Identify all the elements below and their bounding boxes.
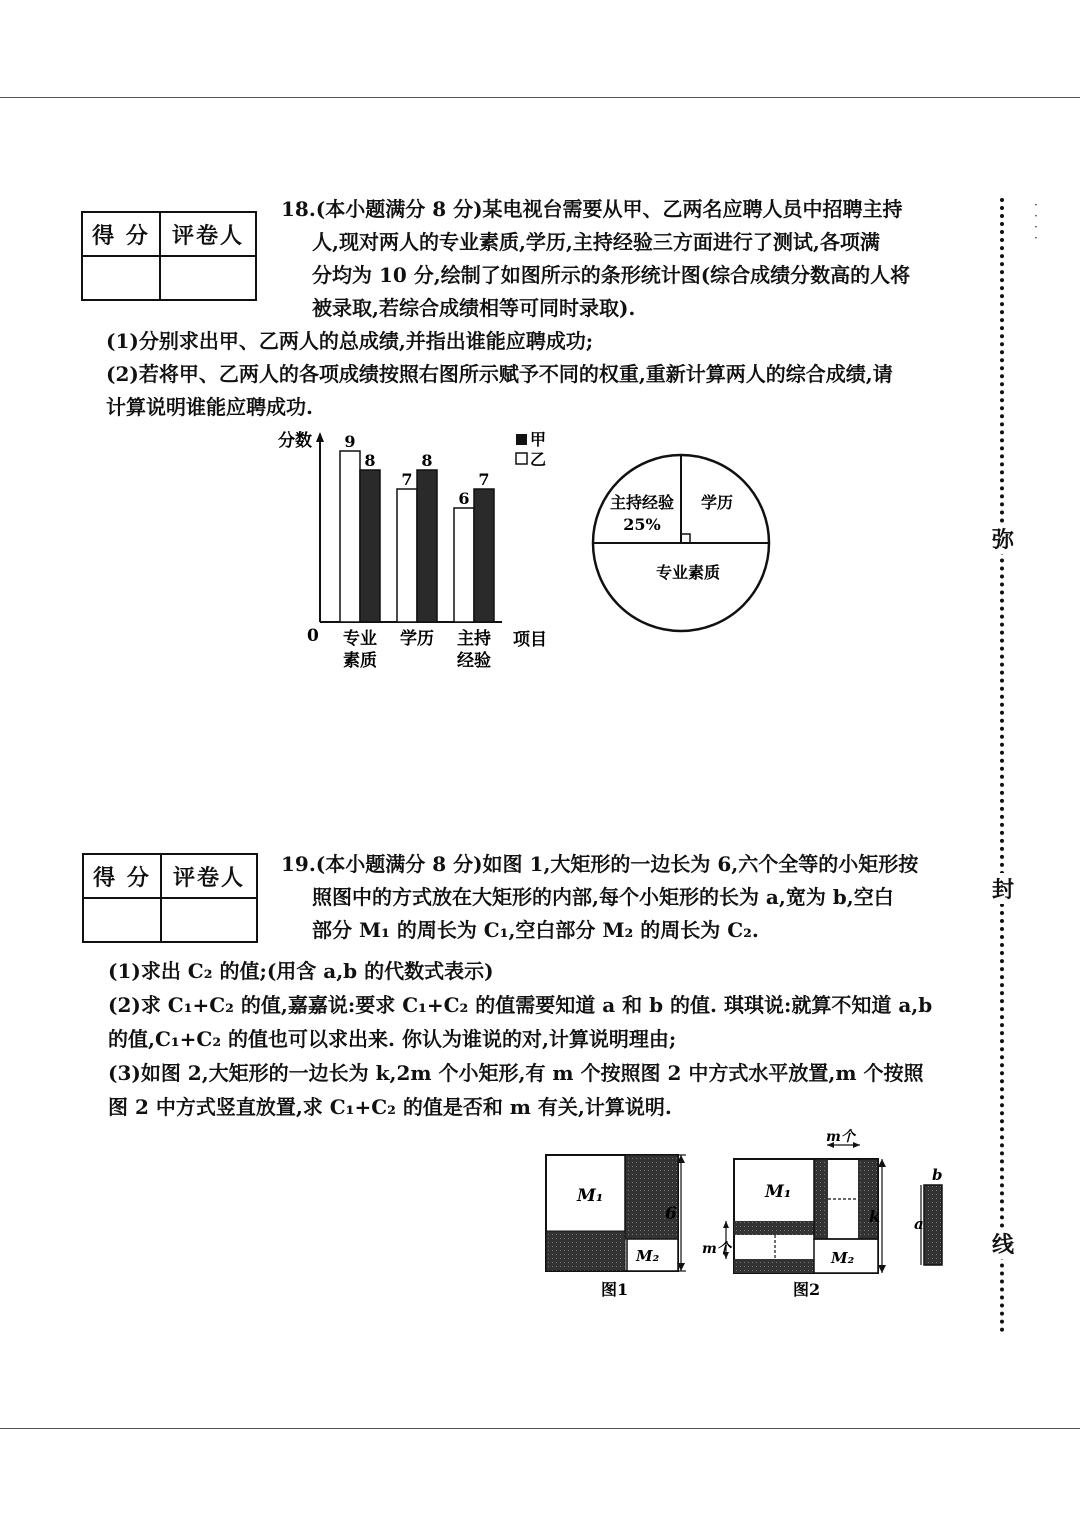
fig2-left: m个 [702, 1241, 731, 1257]
bar-乙-1 [397, 489, 417, 622]
pie-label-experience: 主持经验 [609, 493, 675, 512]
q18-part-2a: (2)若将甲、乙两人的各项成绩按照右图所示赋予不同的权重,重新计算两人的综合成绩,请 [106, 362, 893, 386]
q18-part-2b: 计算说明谁能应聘成功. [106, 395, 313, 419]
bar-乙-0 [340, 451, 360, 622]
y-axis-label: 分数 [278, 431, 312, 451]
q19-part-1: (1)求出 C₂ 的值;(用含 a,b 的代数式表示) [108, 959, 494, 983]
grader-cell[interactable] [160, 256, 256, 300]
fig2-top: m个 [826, 1129, 855, 1145]
grader-label: 评卷人 [161, 854, 257, 898]
seal-char-3: 线 [990, 1228, 1016, 1259]
corner-dots: · · · · [1034, 198, 1038, 245]
figures-q19 [535, 1125, 955, 1310]
bar-甲-0 [360, 470, 380, 622]
pie-label-education: 学历 [700, 493, 734, 512]
fig2-caption: 图2 [793, 1280, 821, 1299]
fig1-caption: 图1 [601, 1280, 629, 1299]
bar-value-甲-2: 7 [478, 470, 490, 489]
legend-label-yi: 乙 [530, 450, 547, 469]
q19-part-2a: (2)求 C₁+C₂ 的值,嘉嘉说:要求 C₁+C₂ 的值需要知道 a 和 b 的值. 琪琪说:就算不知道 a,b [108, 993, 933, 1017]
legend-label-jia: 甲 [530, 430, 547, 449]
seal-char-2: 封 [990, 873, 1016, 904]
top-rule [0, 97, 1080, 98]
question-18-stem [281, 193, 961, 325]
category-label-2-1: 经验 [457, 651, 491, 671]
origin-label: 0 [307, 626, 319, 646]
bar-乙-2 [454, 508, 474, 622]
score-label: 得 分 [82, 212, 160, 256]
pie-chart [586, 448, 776, 638]
score-table-q18 [81, 211, 257, 301]
score-cell[interactable] [82, 256, 160, 300]
q18-line-1: 18.(本小题满分 8 分)某电视台需要从甲、乙两名应聘人员中招聘主持 [281, 197, 903, 221]
question-19-parts [108, 954, 968, 1124]
score-cell[interactable] [83, 898, 161, 942]
fig1-side: 6 [665, 1204, 677, 1224]
seal-char-1: 弥 [990, 523, 1016, 554]
category-label-0-1: 素质 [343, 651, 377, 671]
q18-line-2: 人,现对两人的专业素质,学历,主持经验三方面进行了测试,各项满 [312, 230, 880, 254]
seal-line [1000, 198, 1004, 1333]
bar-甲-2 [474, 489, 494, 622]
q19-line-1: 19.(本小题满分 8 分)如图 1,大矩形的一边长为 6,六个全等的小矩形按 [281, 852, 919, 876]
question-19-stem [281, 848, 961, 947]
fig1-m2: M₂ [636, 1247, 660, 1265]
fig1-m1: M₁ [577, 1186, 604, 1206]
bar-value-甲-1: 8 [421, 451, 433, 470]
small-rectangle [914, 1166, 943, 1265]
bar-value-甲-0: 8 [364, 451, 376, 470]
q18-part-1: (1)分别求出甲、乙两人的总成绩,并指出谁能应聘成功; [106, 329, 594, 353]
q19-part-2b: 的值,C₁+C₂ 的值也可以求出来. 你认为谁说的对,计算说明理由; [108, 1027, 677, 1051]
pie-label-professional: 专业素质 [655, 563, 721, 582]
category-labels [343, 628, 491, 671]
legend-swatch-jia [516, 434, 527, 445]
small-b: b [932, 1166, 943, 1184]
q19-part-3b: 图 2 中方式竖直放置,求 C₁+C₂ 的值是否和 m 有关,计算说明. [108, 1095, 672, 1119]
bar-value-乙-2: 6 [458, 489, 470, 508]
bar-value-乙-1: 7 [401, 470, 413, 489]
category-label-1-0: 学历 [400, 629, 434, 649]
pie-percent-experience: 25% [623, 515, 661, 534]
category-label-0-0: 专业 [343, 629, 377, 649]
bottom-rule [0, 1428, 1080, 1429]
legend-swatch-yi [516, 453, 527, 464]
q19-part-3a: (3)如图 2,大矩形的一边长为 k,2m 个小矩形,有 m 个按照图 2 中方式水平放置,m 个按照 [108, 1061, 924, 1085]
q18-line-3: 分均为 10 分,绘制了如图所示的条形统计图(综合成绩分数高的人将 [312, 263, 911, 287]
bar-value-乙-0: 9 [344, 432, 356, 451]
question-18-parts [106, 325, 966, 424]
score-label: 得 分 [83, 854, 161, 898]
grader-label: 评卷人 [160, 212, 256, 256]
fig2-m2: M₂ [831, 1249, 855, 1267]
x-axis-label: 项目 [513, 630, 547, 650]
q19-line-3: 部分 M₁ 的周长为 C₁,空白部分 M₂ 的周长为 C₂. [312, 918, 759, 942]
small-a: a [914, 1215, 924, 1233]
grader-cell[interactable] [161, 898, 257, 942]
fig2-m1: M₁ [765, 1182, 792, 1202]
score-table-q19 [82, 853, 258, 943]
bar-chart [270, 420, 570, 680]
fig2-side: k [869, 1207, 881, 1226]
q19-line-2: 照图中的方式放在大矩形的内部,每个小矩形的长为 a,宽为 b,空白 [312, 885, 894, 909]
bar-group [340, 432, 494, 622]
category-label-2-0: 主持 [457, 629, 491, 649]
q18-line-4: 被录取,若综合成绩相等可同时录取). [312, 296, 636, 320]
bar-甲-1 [417, 470, 437, 622]
figure-1 [546, 1155, 686, 1299]
y-axis-arrow [316, 432, 324, 442]
figure-2 [702, 1128, 886, 1299]
